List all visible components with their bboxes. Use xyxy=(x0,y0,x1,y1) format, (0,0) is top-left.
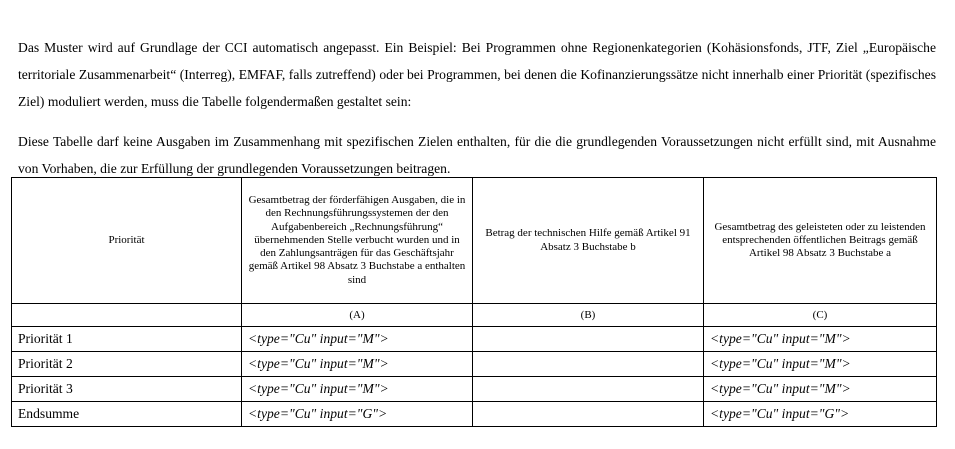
cell-b[interactable] xyxy=(473,327,704,352)
cell-b[interactable] xyxy=(473,377,704,402)
header-col-c: Gesamtbetrag des geleisteten oder zu leistenden entsprechenden öffentlichen Beitrags gemäß Artikel 98 Absatz 3 Buchstabe a xyxy=(704,178,937,304)
letter-b: (B) xyxy=(473,304,704,327)
row-label: Priorität 3 xyxy=(12,377,242,402)
cell-c[interactable]: <type="Cu" input="M"> xyxy=(704,327,937,352)
header-col-a: Gesamtbetrag der förderfähigen Ausgaben, die in den Rechnungsführungssystemen der den Aufgabenbereich „Rechnungsführung“ übernehmenden Stelle verbucht wurden und in den Zahlungsanträgen für das Geschäftsjahr gemäß Artikel 98 Absatz 3 Buchstabe a enthalten sind xyxy=(242,178,473,304)
column-letter-row xyxy=(12,304,937,327)
cell-c[interactable]: <type="Cu" input="M"> xyxy=(704,377,937,402)
cell-a[interactable]: <type="Cu" input="M"> xyxy=(242,377,473,402)
cell-b[interactable] xyxy=(473,402,704,427)
header-row xyxy=(12,178,937,304)
header-priority: Priorität xyxy=(12,178,242,304)
letter-c: (C) xyxy=(704,304,937,327)
table-row xyxy=(12,327,937,352)
cell-b[interactable] xyxy=(473,352,704,377)
table-row xyxy=(12,377,937,402)
cell-c[interactable]: <type="Cu" input="G"> xyxy=(704,402,937,427)
row-label: Priorität 1 xyxy=(12,327,242,352)
priority-table xyxy=(11,177,937,427)
cell-a[interactable]: <type="Cu" input="M"> xyxy=(242,352,473,377)
letter-a: (A) xyxy=(242,304,473,327)
header-col-b: Betrag der technischen Hilfe gemäß Artikel 91 Absatz 3 Buchstabe b xyxy=(473,178,704,304)
intro-paragraph-1: Das Muster wird auf Grundlage der CCI automatisch angepasst. Ein Beispiel: Bei Programmen ohne Regionenkategorien (Kohäsionsfonds, JTF, Ziel „Europäische territoriale Zusammenarbeit“ (Interreg), EMFAF, falls zutreffend) oder bei Programmen, bei denen die Kofinanzierungssätze nicht innerhalb einer Priorität (spezifisches Ziel) moduliert werden, muss die Tabelle folgendermaßen gestaltet sein: xyxy=(18,39,936,109)
cell-c[interactable]: <type="Cu" input="M"> xyxy=(704,352,937,377)
table-row-total xyxy=(12,402,937,427)
row-label: Priorität 2 xyxy=(12,352,242,377)
intro-paragraph-2: Diese Tabelle darf keine Ausgaben im Zusammenhang mit spezifischen Zielen enthalten, für die die grundlegenden Voraussetzungen nicht erfüllt sind, mit Ausnahme von Vorhaben, die zur Erfüllung der grundlegenden Voraussetzungen beitragen. xyxy=(18,133,936,176)
cell-a[interactable]: <type="Cu" input="G"> xyxy=(242,402,473,427)
letter-empty xyxy=(12,304,242,327)
cell-a[interactable]: <type="Cu" input="M"> xyxy=(242,327,473,352)
table-row xyxy=(12,352,937,377)
row-label: Endsumme xyxy=(12,402,242,427)
